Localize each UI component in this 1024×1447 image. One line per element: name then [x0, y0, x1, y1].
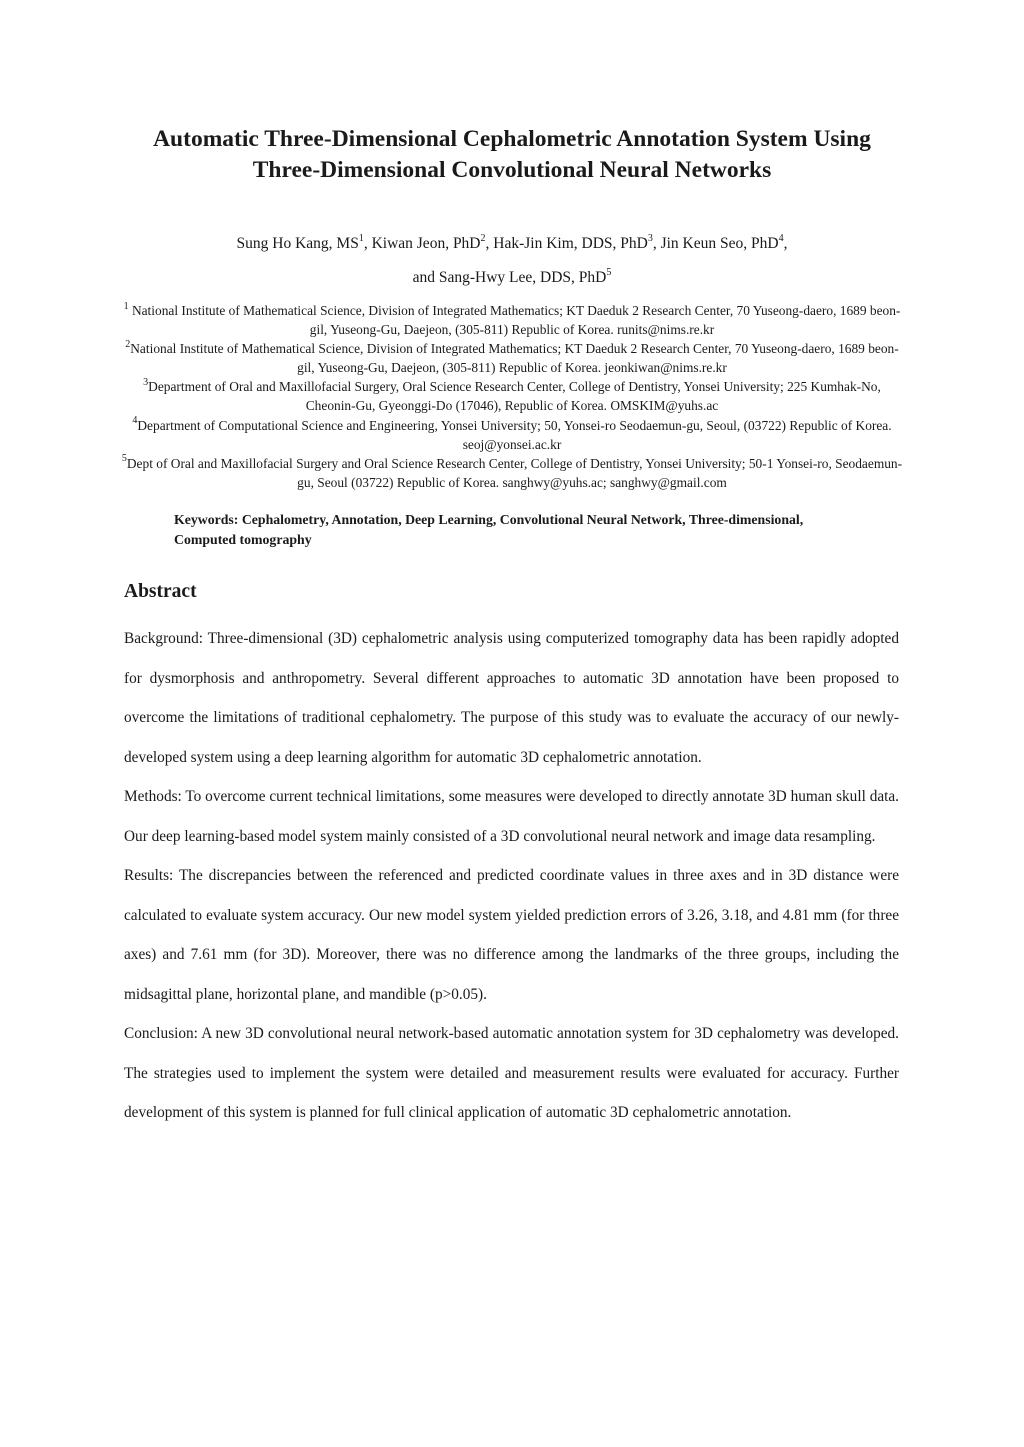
title-line-2: Three-Dimensional Convolutional Neural Networks	[252, 157, 772, 183]
author-affil-mark: 4	[778, 232, 784, 244]
affiliation-list	[118, 301, 906, 492]
abstract-heading: Abstract	[124, 581, 197, 602]
author-affil-mark: 1	[358, 232, 364, 244]
affiliation-text: Department of Oral and Maxillofacial Surgery, Oral Science Research Center, College of Dentistry, Yonsei University; 225 Kumhak-No, Cheonin-Gu, Gyeonggi-Do (17046), Republic of Korea. OMSKIM@yuhs.ac	[148, 379, 881, 414]
affiliation-mark: 5	[121, 453, 127, 465]
affiliation-mark: 3	[143, 376, 149, 388]
author-affil-mark: 3	[647, 232, 653, 244]
author-separator: ,	[783, 235, 788, 252]
author-line-1	[100, 227, 924, 261]
author-name: , Hak-Jin Kim, DDS, PhD	[485, 235, 648, 252]
author-name: , Jin Keun Seo, PhD	[652, 235, 779, 252]
abstract-background: Background: Three-dimensional (3D) cephalometric analysis using computerized tomography data has been rapidly adopted for dysmorphosis and anthropometry. Several different approaches to automatic 3D annotation have been proposed to overcome the limitations of traditional cephalometry. The purpose of this study was to evaluate the accuracy of our newly-developed system using a deep learning algorithm for automatic 3D cephalometric annotation.	[124, 630, 899, 766]
abstract-results: Results: The discrepancies between the referenced and predicted coordinate values in three axes and in 3D distance were calculated to evaluate system accuracy. Our new model system yielded prediction errors of 3.26, 3.18, and 4.81 mm (for three axes) and 7.61 mm (for 3D). Moreover, there was no difference among the landmarks of the three groups, including the midsagittal plane, horizontal plane, and mandible (p>0.05).	[124, 867, 899, 1003]
abstract-methods: Methods: To overcome current technical limitations, some measures were developed to directly annotate 3D human skull data. Our deep learning-based model system mainly consisted of a 3D convolutional neural network and image data resampling.	[124, 788, 899, 845]
paper-title	[100, 124, 924, 186]
affiliation-5	[118, 454, 906, 492]
author-name: and Sang-Hwy Lee, DDS, PhD	[412, 269, 607, 286]
abstract-body	[124, 619, 899, 1133]
affiliation-3	[118, 377, 906, 415]
affiliation-1	[118, 301, 906, 339]
author-list	[100, 227, 924, 295]
keywords: Keywords: Cephalometry, Annotation, Deep Learning, Convolutional Neural Network, Three-dimensional, Computed tomography	[174, 512, 804, 547]
affiliation-text: Dept of Oral and Maxillofacial Surgery and Oral Science Research Center, College of Dentistry, Yonsei University; 50-1 Yonsei-ro, Seodaemun-gu, Seoul (03722) Republic of Korea. sanghwy@yuhs.ac; sanghwy@gmail.com	[126, 455, 903, 490]
author-affil-mark: 2	[480, 232, 486, 244]
title-line-1: Automatic Three-Dimensional Cephalometric Annotation System Using	[153, 126, 871, 152]
author-name: , Kiwan Jeon, PhD	[363, 235, 481, 252]
affiliation-text: National Institute of Mathematical Science, Division of Integrated Mathematics; KT Daeduk 2 Research Center, 70 Yuseong-daero, 1689 beon-gil, Yuseong-Gu, Daejeon, (305-811) Republic of Korea. jeonkiwan@nims.re.kr	[130, 341, 899, 376]
affiliation-mark: 2	[125, 338, 131, 350]
affiliation-mark: 1	[123, 300, 129, 312]
author-name: Sung Ho Kang, MS	[236, 235, 359, 252]
author-line-2	[100, 261, 924, 295]
author-affil-mark: 5	[606, 266, 612, 278]
affiliation-mark: 4	[132, 415, 138, 427]
affiliation-text: Department of Computational Science and Engineering, Yonsei University; 50, Yonsei-ro Seodaemun-gu, Seoul, (03722) Republic of Korea. seoj@yonsei.ac.kr	[137, 417, 892, 452]
affiliation-text: National Institute of Mathematical Science, Division of Integrated Mathematics; KT Daeduk 2 Research Center, 70 Yuseong-daero, 1689 beon-gil, Yuseong-Gu, Daejeon, (305-811) Republic of Korea. runits@nims.re.kr	[128, 303, 901, 338]
abstract-conclusion: Conclusion: A new 3D convolutional neural network-based automatic annotation system for 3D cephalometry was developed. The strategies used to implement the system were detailed and measurement results were evaluated for accuracy. Further development of this system is planned for full clinical application of automatic 3D cephalometric annotation.	[124, 1025, 899, 1121]
affiliation-2	[118, 339, 906, 377]
affiliation-4	[118, 416, 906, 454]
